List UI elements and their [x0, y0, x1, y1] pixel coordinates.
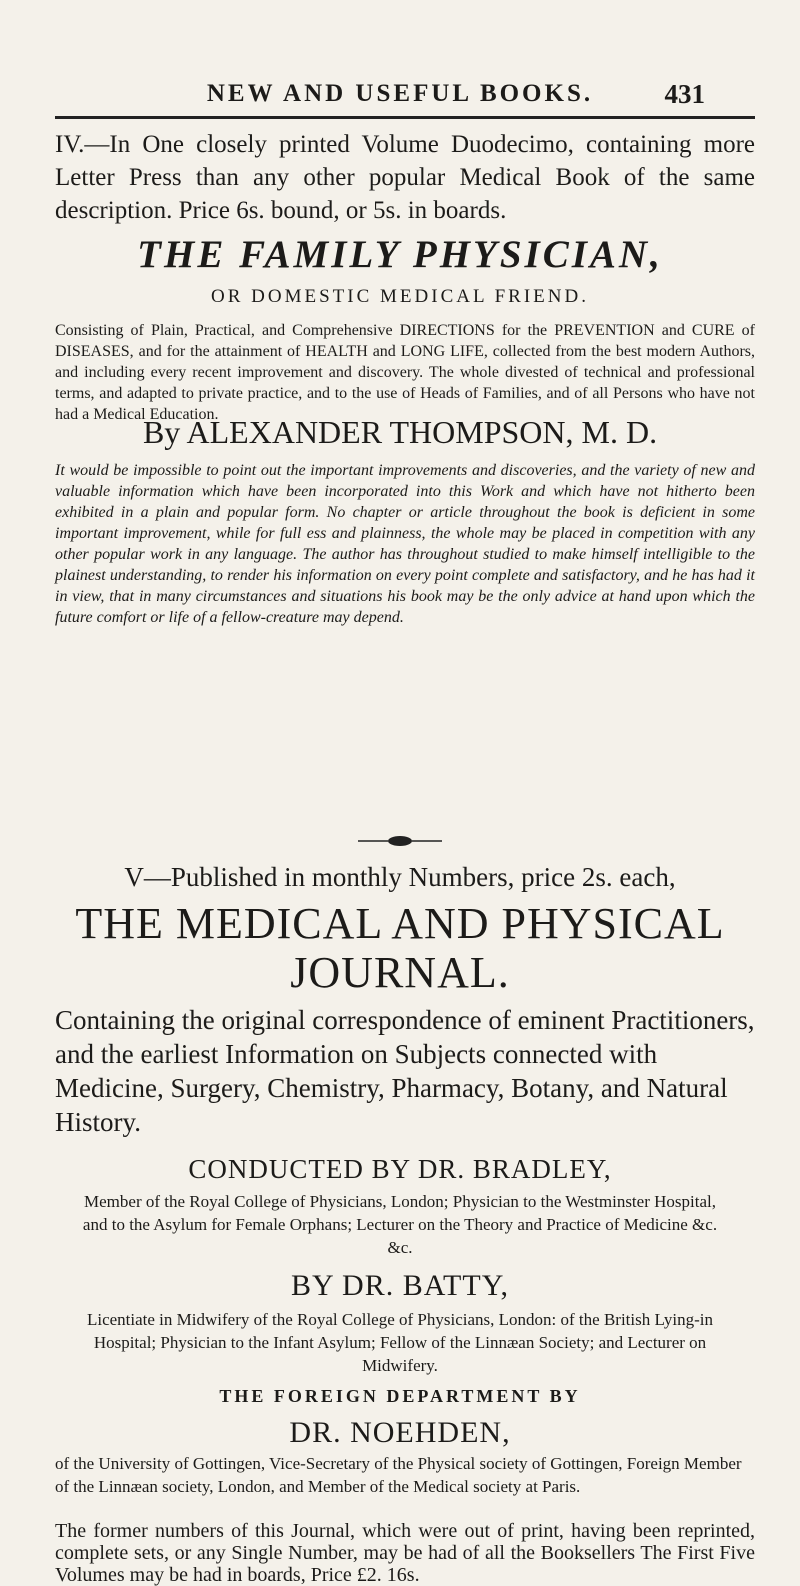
ornament-divider	[350, 834, 450, 848]
book-iv-title: THE FAMILY PHYSICIAN,	[137, 233, 663, 276]
journal-title-line2: JOURNAL.	[290, 948, 510, 997]
bradley-credit: Member of the Royal College of Physicians, London; Physician to the Westminster Hospital, and to the Asylum for Female Orphans; Lecturer on the Theory and Practice of Medicine &c. &c.	[82, 1192, 718, 1257]
book-iv-subtitle: OR DOMESTIC MEDICAL FRIEND.	[211, 286, 589, 307]
running-head	[0, 74, 800, 114]
book-iv-intro: IV.—In One closely printed Volume Duodecimo, containing more Letter Press than any other popular Medical Book of the same description. Price 6s. bound, or 5s. in boards.	[55, 131, 755, 224]
header-rule	[55, 116, 755, 119]
book-iv-description: Consisting of Plain, Practical, and Comprehensive DIRECTIONS for the PREVENTION and CURE of DISEASES, and for the attainment of HEALTH and LONG LIFE, collected from the best modern Authors, and including every recent improvement and discovery. The whole divested of technical and professional terms, and adapted to private practice, and to the use of Heads of Families, and of all Persons who have not had a Medical Education.	[55, 322, 755, 423]
book-iv-body: It would be impossible to point out the important improvements and discoveries, and the variety of new and valuable information which have been incorporated into this Work and which have not hitherto been exhibited in a plain and popular form. No chapter or article throughout the book is deficient in some important improvement, while for full ess and plainness, the whole may be placed in competition with any other popular work in any language. The author has throughout studied to make himself intelligible to the plainest understanding, to render his information on every point complete and satisfactory, and he has had it in view, that in many circumstances and situations his book may be the only advice at hand upon which the future comfort or life of a fellow-creature may depend.	[55, 462, 755, 626]
conducted-by: CONDUCTED BY DR. BRADLEY,	[188, 1154, 612, 1184]
journal-title-line1: THE MEDICAL AND PHYSICAL	[75, 899, 725, 948]
noehden-credit: of the University of Gottingen, Vice-Secretary of the Physical society of Gottingen, Foreign Member of the Linnæan society, London, and Member of the Medical society at Paris.	[55, 1454, 742, 1496]
batty-name: BY DR. BATTY,	[290, 1269, 510, 1302]
journal-description: Containing the original correspondence of eminent Practitioners, and the earliest Information on Subjects connected with Medicine, Surgery, Chemistry, Pharmacy, Botany, and Natural History.	[55, 1005, 755, 1137]
page-number: 431	[664, 79, 705, 109]
noehden-name: DR. NOEHDEN,	[289, 1416, 511, 1449]
foreign-dept-heading: THE FOREIGN DEPARTMENT BY	[219, 1386, 581, 1406]
batty-credit: Licentiate in Midwifery of the Royal College of Physicians, London: of the British Lying-in Hospital; Physician to the Infant Asylum; Fellow of the Linnæan Society; and Lecturer on Midwifery.	[86, 1310, 714, 1375]
journal-note: The former numbers of this Journal, which were out of print, having been reprinted, complete sets, or any Single Number, may be had of all the Booksellers The First Five Volumes may be had in boards, Price £2. 16s.	[55, 1520, 755, 1586]
running-title: NEW AND USEFUL BOOKS.	[206, 80, 594, 107]
journal-intro: V—Published in monthly Numbers, price 2s. each,	[124, 862, 676, 892]
book-iv-author: By ALEXANDER THOMPSON, M. D.	[142, 414, 658, 450]
